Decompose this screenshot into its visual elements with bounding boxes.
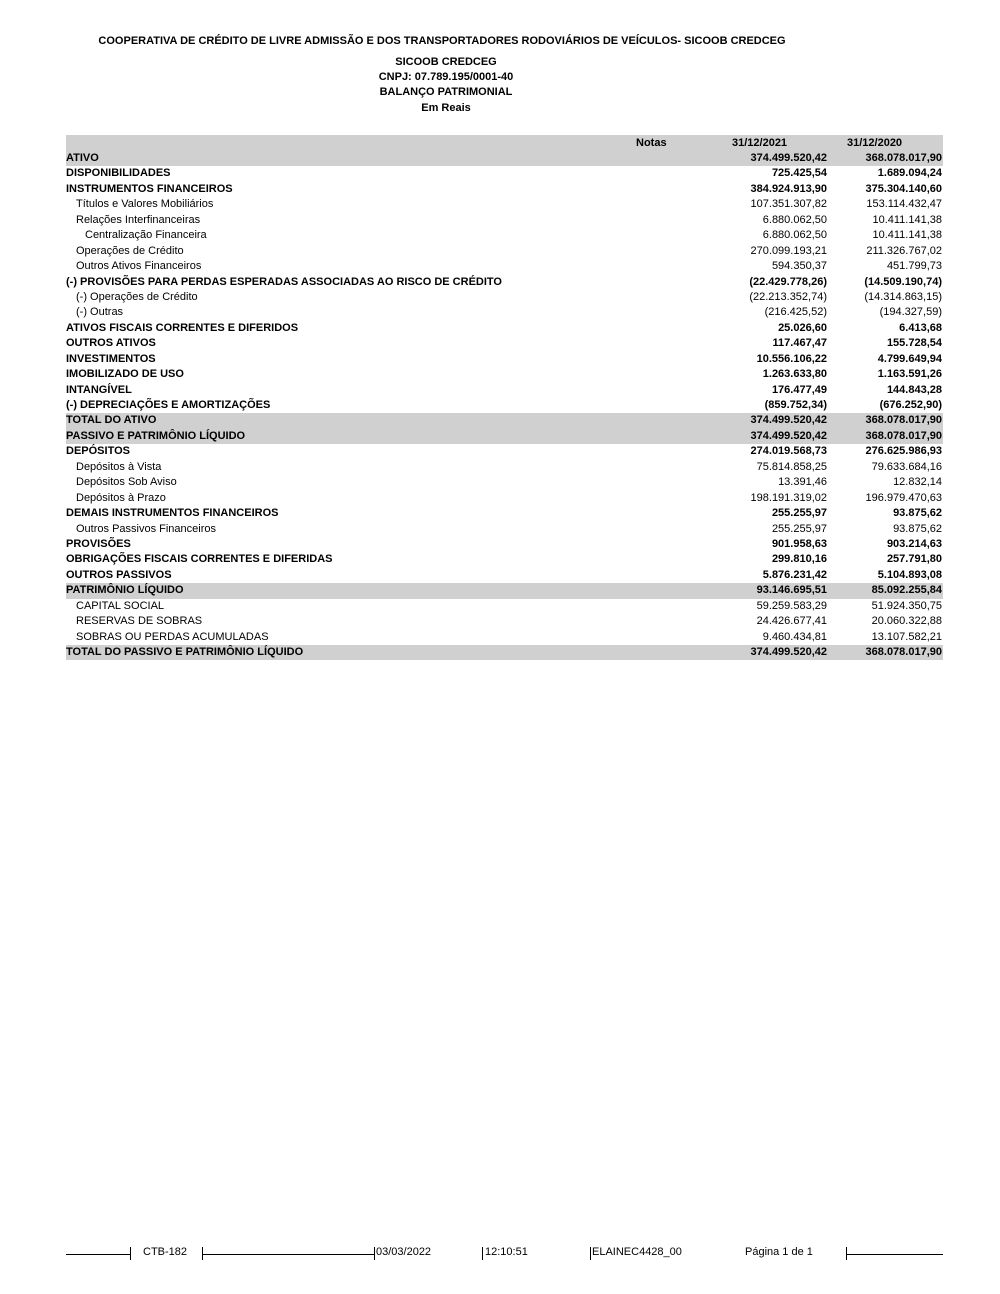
table-row <box>66 506 943 521</box>
value-2021: 6.880.062,50 <box>762 213 827 226</box>
value-2021: 9.460.434,81 <box>762 630 827 643</box>
report-title: BALANÇO PATRIMONIAL <box>379 86 513 98</box>
value-2021: 255.255,97 <box>771 507 827 520</box>
row-label: (-) Operações de Crédito <box>76 290 198 303</box>
row-label: INSTRUMENTOS FINANCEIROS <box>66 182 233 195</box>
page-number: Página 1 de 1 <box>745 1246 813 1258</box>
table-row <box>66 522 943 537</box>
row-label: OBRIGAÇÕES FISCAIS CORRENTES E DIFERIDAS <box>66 553 333 566</box>
row-label: IMOBILIZADO DE USO <box>66 368 184 381</box>
cooperative-title: COOPERATIVA DE CRÉDITO DE LIVRE ADMISSÃO E DOS TRANSPORTADORES RODOVIÁRIOS DE VEÍCULOS- SICOOB CREDCEG <box>98 35 786 47</box>
value-2020: 1.163.591,26 <box>877 368 942 381</box>
value-2021: 59.259.583,29 <box>756 599 827 612</box>
value-2021: 198.191.319,02 <box>750 491 827 504</box>
value-2020: (676.252,90) <box>879 399 942 411</box>
value-2021: 255.255,97 <box>771 522 827 535</box>
footer-divider <box>130 1247 131 1260</box>
print-date: 03/03/2022 <box>376 1246 432 1258</box>
table-row <box>66 290 943 305</box>
value-2021: 384.924.913,90 <box>750 182 827 195</box>
row-label: OUTROS ATIVOS <box>66 337 156 350</box>
table-row <box>66 275 943 290</box>
year-2020-header: 31/12/2020 <box>847 137 903 149</box>
table-row <box>66 182 943 197</box>
row-label: ATIVOS FISCAIS CORRENTES E DIFERIDOS <box>66 321 299 334</box>
value-2021: 274.019.568,73 <box>750 445 827 458</box>
balance-table <box>66 135 943 660</box>
table-row <box>66 367 943 382</box>
table-row <box>66 460 943 475</box>
value-2021: 5.876.231,42 <box>762 568 827 581</box>
value-2021: 374.499.520,42 <box>750 152 827 164</box>
footer-divider <box>590 1247 591 1260</box>
print-time: 12:10:51 <box>485 1246 528 1258</box>
value-2021: (22.429.778,26) <box>749 275 827 288</box>
value-2020: 93.875,62 <box>893 507 942 520</box>
table-row <box>66 398 943 413</box>
table-row <box>66 305 943 320</box>
row-label: RESERVAS DE SOBRAS <box>76 615 203 628</box>
value-2021: 75.814.858,25 <box>756 460 827 473</box>
table-row <box>66 383 943 398</box>
row-label: PATRIMÔNIO LÍQUIDO <box>66 584 184 597</box>
table-row <box>66 336 943 351</box>
value-2020: 1.689.094,24 <box>877 167 942 180</box>
footer-rule <box>66 1254 130 1255</box>
value-2021: 594.350,37 <box>771 260 827 273</box>
value-2021: 25.026,60 <box>778 321 827 334</box>
row-label: INVESTIMENTOS <box>66 352 156 365</box>
footer-divider <box>482 1247 483 1260</box>
value-2020: 4.799.649,94 <box>877 352 942 365</box>
report-unit: Em Reais <box>421 102 471 114</box>
table-row <box>66 197 943 212</box>
footer-divider <box>374 1247 375 1260</box>
value-2021: 176.477,49 <box>771 383 827 396</box>
value-2020: 903.214,63 <box>886 537 942 550</box>
footer-rule <box>202 1254 374 1255</box>
value-2021: 13.391,46 <box>778 476 827 489</box>
value-2020: 153.114.432,47 <box>866 198 942 211</box>
table-row <box>66 491 943 506</box>
value-2021: 374.499.520,42 <box>750 646 827 658</box>
table-row <box>66 630 943 645</box>
row-label: Depósitos à Vista <box>76 460 162 473</box>
value-2020: 257.791,80 <box>886 553 942 566</box>
value-2020: 5.104.893,08 <box>877 568 942 581</box>
table-row <box>66 614 943 629</box>
row-label: TOTAL DO PASSIVO E PATRIMÔNIO LÍQUIDO <box>66 646 304 658</box>
value-2020: 51.924.350,75 <box>871 599 942 612</box>
table-header <box>66 135 943 151</box>
row-label: (-) Outras <box>76 306 124 319</box>
row-label: Depósitos Sob Aviso <box>76 476 177 489</box>
value-2021: 374.499.520,42 <box>750 414 827 427</box>
row-label: SOBRAS OU PERDAS ACUMULADAS <box>76 630 269 643</box>
table-row <box>66 475 943 490</box>
row-label: (-) DEPRECIAÇÕES E AMORTIZAÇÕES <box>66 399 271 411</box>
row-label: PASSIVO E PATRIMÔNIO LÍQUIDO <box>66 429 246 442</box>
value-2020: 144.843,28 <box>886 383 942 396</box>
table-row <box>66 537 943 552</box>
table-row <box>66 429 943 444</box>
value-2020: 10.411.141,38 <box>872 229 942 242</box>
table-row <box>66 259 943 274</box>
value-2020: 368.078.017,90 <box>865 646 942 658</box>
row-label: Relações Interfinanceiras <box>76 213 201 226</box>
table-row <box>66 568 943 583</box>
value-2020: 93.875,62 <box>893 522 942 535</box>
value-2020: 20.060.322,88 <box>871 615 942 628</box>
value-2020: 211.326.767,02 <box>866 244 942 257</box>
value-2021: (216.425,52) <box>764 306 827 319</box>
print-user: ELAINEC4428_00 <box>592 1246 682 1258</box>
table-row <box>66 213 943 228</box>
value-2021: (859.752,34) <box>764 399 827 411</box>
value-2021: (22.213.352,74) <box>749 290 827 303</box>
value-2021: 1.263.633,80 <box>762 368 827 381</box>
row-label: PROVISÕES <box>66 537 131 550</box>
value-2021: 374.499.520,42 <box>750 429 827 442</box>
company-cnpj: CNPJ: 07.789.195/0001-40 <box>378 71 514 83</box>
value-2021: 725.425,54 <box>771 167 827 180</box>
value-2021: 107.351.307,82 <box>750 198 827 211</box>
value-2021: 93.146.695,51 <box>756 584 827 597</box>
row-label: CAPITAL SOCIAL <box>76 599 165 612</box>
value-2020: (14.509.190,74) <box>864 275 942 288</box>
value-2021: 117.467,47 <box>772 337 827 350</box>
table-row <box>66 413 943 428</box>
row-label: DEMAIS INSTRUMENTOS FINANCEIROS <box>66 507 279 520</box>
table-row <box>66 166 943 181</box>
row-label: INTANGÍVEL <box>66 383 132 396</box>
row-label: Centralização Financeira <box>85 229 207 242</box>
page-footer <box>0 1246 1000 1262</box>
row-label: Outros Passivos Financeiros <box>76 522 216 535</box>
table-row <box>66 645 943 660</box>
row-label: DISPONIBILIDADES <box>66 167 171 180</box>
value-2021: 6.880.062,50 <box>762 229 827 242</box>
table-row <box>66 583 943 598</box>
row-label: DEPÓSITOS <box>66 445 130 458</box>
value-2020: 155.728,54 <box>886 337 942 350</box>
table-row <box>66 321 943 336</box>
table-row <box>66 228 943 243</box>
value-2021: 24.426.677,41 <box>756 615 827 628</box>
table-row <box>66 352 943 367</box>
report-code: CTB-182 <box>143 1246 188 1258</box>
value-2020: 12.832,14 <box>893 476 942 489</box>
value-2021: 901.958,63 <box>771 537 827 550</box>
value-2021: 299.810,16 <box>771 553 827 566</box>
value-2020: 368.078.017,90 <box>865 152 942 164</box>
row-label: Outros Ativos Financeiros <box>76 260 202 273</box>
row-label: ATIVO <box>66 152 99 164</box>
value-2021: 10.556.106,22 <box>756 352 827 365</box>
row-label: Operações de Crédito <box>76 244 184 257</box>
table-row <box>66 552 943 567</box>
row-label: Depósitos à Prazo <box>76 491 166 504</box>
value-2020: 13.107.582,21 <box>871 630 942 643</box>
value-2020: (14.314.863,15) <box>864 290 942 303</box>
row-label: TOTAL DO ATIVO <box>66 414 157 427</box>
footer-rule <box>846 1254 943 1255</box>
value-2020: 196.979.470,63 <box>865 491 942 504</box>
value-2020: 368.078.017,90 <box>865 414 942 427</box>
value-2021: 270.099.193,21 <box>750 244 827 257</box>
notes-header: Notas <box>636 137 667 149</box>
table-row <box>66 151 943 166</box>
value-2020: 368.078.017,90 <box>865 429 942 442</box>
year-2021-header: 31/12/2021 <box>732 137 788 149</box>
value-2020: (194.327,59) <box>879 306 942 319</box>
value-2020: 79.633.684,16 <box>871 460 942 473</box>
value-2020: 6.413,68 <box>899 321 942 334</box>
value-2020: 375.304.140,60 <box>865 182 942 195</box>
table-row <box>66 599 943 614</box>
value-2020: 451.799,73 <box>886 260 942 273</box>
row-label: (-) PROVISÕES PARA PERDAS ESPERADAS ASSOCIADAS AO RISCO DE CRÉDITO <box>66 275 502 288</box>
table-row <box>66 444 943 459</box>
row-label: OUTROS PASSIVOS <box>66 568 172 581</box>
value-2020: 276.625.986,93 <box>865 445 942 458</box>
value-2020: 85.092.255,84 <box>871 584 942 597</box>
row-label: Títulos e Valores Mobiliários <box>76 198 214 211</box>
table-row <box>66 244 943 259</box>
value-2020: 10.411.141,38 <box>872 213 942 226</box>
company-name: SICOOB CREDCEG <box>395 56 497 68</box>
